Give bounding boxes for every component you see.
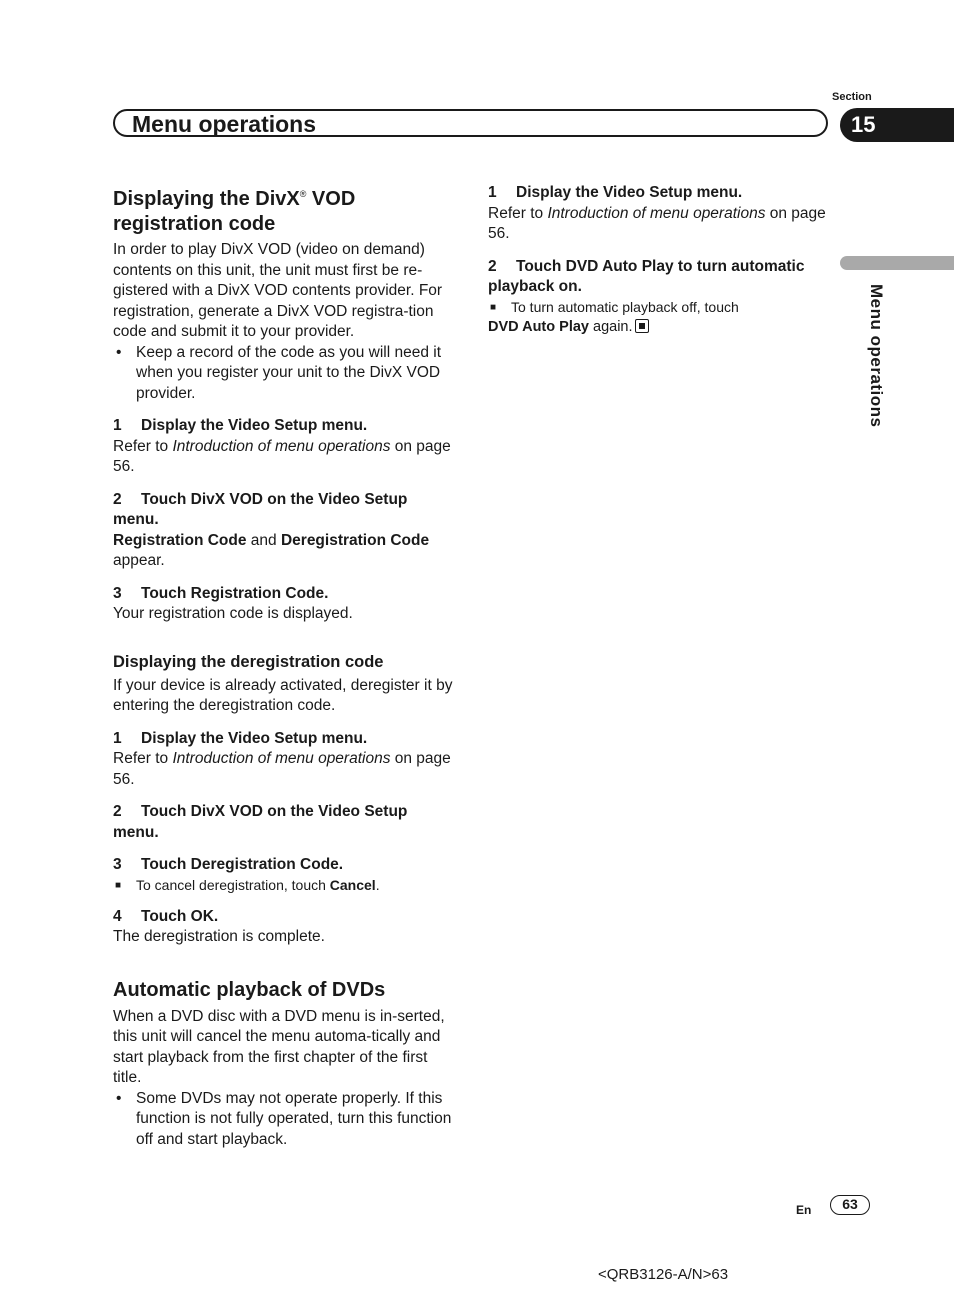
divx-step-3-body: Your registration code is displayed. bbox=[113, 605, 353, 622]
divx-step-2: 2 Touch DivX VOD on the Video Setup menu. bbox=[113, 490, 408, 528]
note-square-icon: ■ bbox=[115, 879, 122, 891]
language-label: En bbox=[796, 1203, 812, 1217]
right-column bbox=[488, 183, 830, 337]
end-mark-icon bbox=[635, 319, 649, 333]
autoplay-step-1-ref: Refer to Introduction of menu operations on page 56. bbox=[488, 204, 826, 242]
divx-bullet: • Keep a record of the code as you will need it when you register your unit to the DivX VOD provider. bbox=[113, 343, 455, 405]
divx-step-3: 3 Touch Registration Code. bbox=[113, 584, 329, 602]
registered-mark: ® bbox=[299, 189, 307, 199]
dereg-step-4: 4 Touch OK. bbox=[113, 907, 219, 925]
dereg-intro: If your device is already activated, deregister it by entering the deregistration code. bbox=[113, 676, 453, 714]
autoplay-step-2-note-cont: DVD Auto Play again. bbox=[488, 317, 830, 337]
autoplay-intro: When a DVD disc with a DVD menu is in-serted, this unit will cancel the menu automa-tically and start playback from the first chapter of the first title. bbox=[113, 1007, 445, 1086]
autoplay-bullet: • Some DVDs may not operate properly. If this function is not fully operated, turn this function off and start playback. bbox=[113, 1089, 455, 1151]
divx-step-2-body: Registration Code and Deregistration Code appear. bbox=[113, 531, 430, 569]
autoplay-step-2-note: ■ To turn automatic playback off, touch bbox=[490, 298, 739, 315]
autoplay-step-1: 1 Display the Video Setup menu. bbox=[488, 184, 743, 201]
section-number-badge: 15 bbox=[840, 108, 954, 142]
dereg-step-3: 3 Touch Deregistration Code. bbox=[113, 856, 344, 873]
divx-heading: Displaying the DivX® VOD registration code bbox=[113, 188, 356, 235]
divx-step-1-ref: Refer to Introduction of menu operations on page 56. bbox=[113, 437, 451, 475]
document-code: <QRB3126-A/N>63 bbox=[598, 1266, 729, 1283]
divx-intro: In order to play DivX VOD (video on demand) contents on this unit, the unit must first be re-gistered with a DivX VOD contents provider. For registration, generate a DivX VOD registra-tion code and submit it to your provider. bbox=[113, 241, 443, 340]
dereg-step-2: 2 Touch DivX VOD on the Video Setup menu. bbox=[113, 803, 408, 841]
dereg-step-3-note: ■ To cancel deregistration, touch Cancel. bbox=[115, 876, 380, 893]
dereg-step-1-ref: Refer to Introduction of menu operations on page 56. bbox=[113, 750, 451, 788]
autoplay-step-2: 2 Touch DVD Auto Play to turn automatic playback on. bbox=[488, 257, 805, 295]
section-label: Section bbox=[832, 91, 872, 103]
left-column bbox=[113, 182, 455, 1150]
dereg-step-4-body: The deregistration is complete. bbox=[113, 928, 325, 945]
divx-step-1: 1 Display the Video Setup menu. bbox=[113, 417, 368, 434]
autoplay-heading: Automatic playback of DVDs bbox=[113, 978, 386, 1001]
side-section-label: Menu operations bbox=[867, 284, 886, 428]
note-square-icon: ■ bbox=[490, 301, 497, 313]
side-tab-marker bbox=[840, 256, 954, 270]
dereg-step-1: 1 Display the Video Setup menu. bbox=[113, 729, 368, 747]
page-number: 63 bbox=[830, 1195, 870, 1215]
page-title-bar bbox=[113, 109, 828, 137]
page-title: Menu operations bbox=[132, 111, 317, 137]
dereg-heading: Displaying the deregistration code bbox=[113, 652, 384, 671]
